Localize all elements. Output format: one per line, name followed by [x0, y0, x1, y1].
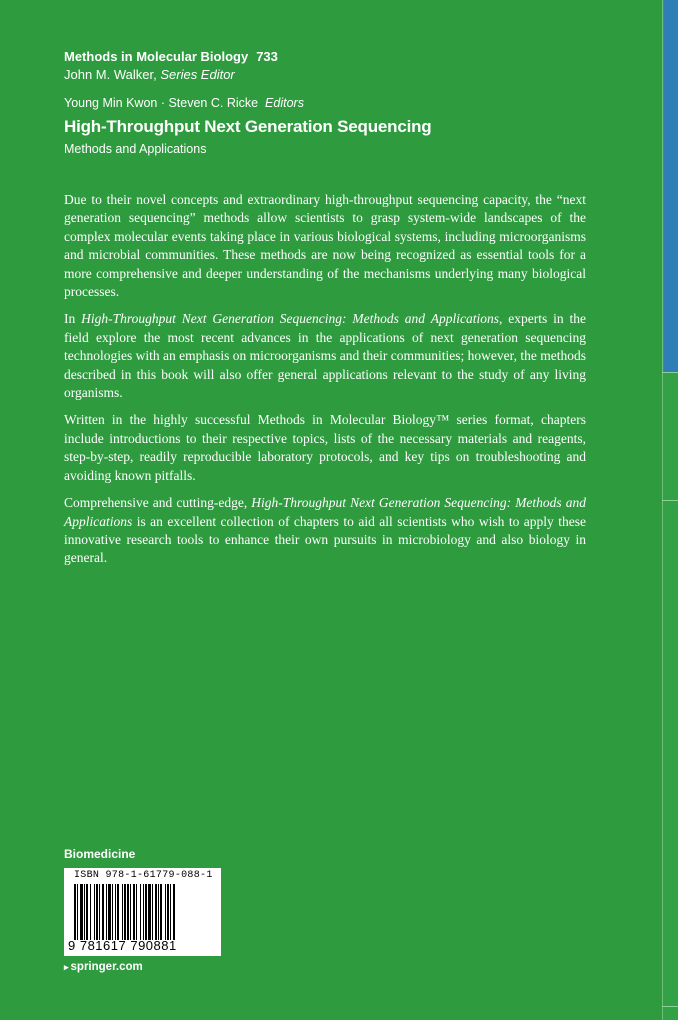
spine-divider [662, 0, 663, 1020]
spine-mark [662, 372, 678, 373]
description-paragraph-2 [64, 310, 586, 402]
barcode-bar [80, 884, 83, 940]
barcode-bar [167, 884, 169, 940]
subject-category: Biomedicine [64, 847, 136, 861]
p2-intro: In [64, 311, 82, 327]
barcode-bar [130, 884, 131, 940]
barcode-bar [155, 884, 157, 940]
spine-mark [662, 500, 678, 501]
publisher-url [64, 961, 143, 973]
series-name: Methods in Molecular Biology [64, 49, 249, 64]
description-paragraph-4 [64, 494, 586, 568]
p2-body: , experts in the field explore the most recent advances in the applications of next generation sequencing technologies with an emphasis on microorganisms and their communities; however, the methods described in this book will also offer general applications relevant to the study of any living organisms. [64, 311, 586, 401]
editor-names: Young Min Kwon · Steven C. Ricke [64, 96, 259, 110]
description [64, 191, 586, 577]
barcode-bar [86, 884, 88, 940]
barcode-bars [74, 884, 214, 940]
barcode-bar [165, 884, 166, 940]
p4-body: is an excellent collection of chapters to aid all scientists who wish to apply these innovative research tools to enhance their own pursuits in microbiology and also biology in general. [64, 513, 586, 566]
barcode-bar [170, 884, 171, 940]
barcode-bar [96, 884, 98, 940]
series-info [64, 48, 278, 84]
p4-book-title: High-Throughput Next Generation Sequencing: Methods and Applications [64, 495, 586, 529]
barcode-bar [94, 884, 95, 940]
spine-mark [662, 1006, 678, 1007]
editors-role: Editors [265, 96, 304, 110]
series-editor-role: Series Editor [160, 67, 235, 82]
series-editor-name: John M. Walker, [64, 67, 157, 82]
barcode-bar [148, 884, 151, 940]
barcode-bar [102, 884, 104, 940]
barcode-bar [74, 884, 76, 940]
p4-intro: Comprehensive and cutting-edge, [64, 495, 252, 511]
barcode-digits: 9 781617 790881 [68, 938, 177, 953]
barcode-bar [152, 884, 153, 940]
spine-blue-band [664, 0, 678, 372]
barcode-bar [112, 884, 113, 940]
barcode-bar [117, 884, 119, 940]
barcode-bar [99, 884, 100, 940]
barcode-bar [158, 884, 159, 940]
barcode-bar [108, 884, 111, 940]
barcode-bar [106, 884, 107, 940]
book-title: High-Throughput Next Generation Sequencing [64, 117, 432, 136]
barcode-bar [124, 884, 126, 940]
description-paragraph-3: Written in the highly successful Methods in Molecular Biology™ series format, chapters include introductions to their respective topics, lists of the necessary materials and reagents, step-by-step, readily reproducible laboratory protocols, and key tips on troubleshooting and avoiding known pitfalls. [64, 412, 586, 483]
isbn-text: ISBN 978-1-61779-088-1 [74, 870, 213, 881]
barcode-bar [127, 884, 129, 940]
barcode-bar [173, 884, 175, 940]
publisher-url-text: springer.com [70, 961, 143, 973]
arrow-icon: ▸ [64, 962, 69, 972]
barcode-bar [160, 884, 162, 940]
barcode-bar [77, 884, 78, 940]
series-number: 733 [256, 49, 278, 64]
barcode-bar [122, 884, 123, 940]
barcode-bar [84, 884, 85, 940]
book-editors [64, 96, 304, 110]
book-subtitle: Methods and Applications [64, 142, 207, 156]
barcode-bar [133, 884, 135, 940]
p2-book-title: High-Throughput Next Generation Sequencing: Methods and Applications [81, 311, 499, 327]
barcode-bar [140, 884, 141, 940]
barcode-bar [136, 884, 137, 940]
barcode-bar [143, 884, 144, 940]
barcode-bar [145, 884, 147, 940]
barcode-bar [90, 884, 91, 940]
description-paragraph-1: Due to their novel concepts and extraordinary high-throughput sequencing capacity, the “next generation sequencing” methods allow scientists to grasp system-wide landscapes of the complex molecular events taking place in various biological systems, including microorganisms and microbial communities. These methods are now being recognized as essential tools for a more comprehensive and deeper understanding of the mechanisms underlying many biological processes. [64, 192, 586, 300]
barcode-bar [115, 884, 116, 940]
isbn-barcode [64, 868, 221, 956]
